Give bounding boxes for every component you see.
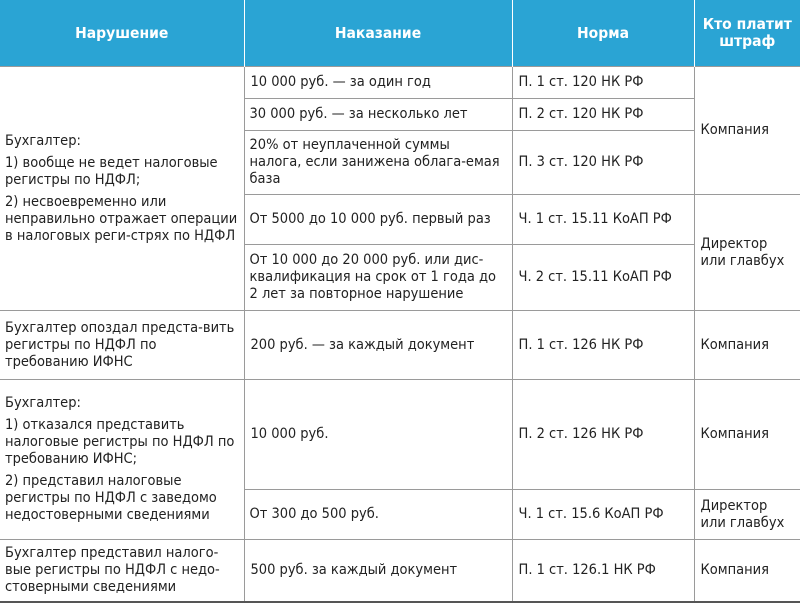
payer-cell: Директор или главбух [694,490,800,540]
header-payer: Кто платит штраф [694,0,800,67]
punishment-cell: 500 руб. за каждый документ [244,540,512,602]
table-row [0,67,800,99]
norm-cell: П. 3 ст. 120 НК РФ [512,131,694,195]
table-row [0,380,800,490]
norm-cell: П. 2 ст. 120 НК РФ [512,99,694,131]
violation-cell: Бухгалтер: 1) отказался представить налоговые регистры по НДФЛ по требованию ИФНС; 2) представил налоговые регистры по НДФЛ с заведомо недостоверными сведениями [0,380,244,540]
payer-cell: Директор или главбух [694,195,800,311]
table-row [0,540,800,602]
norm-cell: Ч. 1 ст. 15.11 КоАП РФ [512,195,694,245]
payer-cell: Компания [694,380,800,490]
header-violation: Нарушение [0,0,244,67]
table-row [0,311,800,380]
norm-cell: П. 1 ст. 126.1 НК РФ [512,540,694,602]
punishment-cell: От 300 до 500 руб. [244,490,512,540]
norm-cell: Ч. 2 ст. 15.11 КоАП РФ [512,245,694,311]
header-row [0,0,800,67]
norm-cell: Ч. 1 ст. 15.6 КоАП РФ [512,490,694,540]
payer-cell: Компания [694,67,800,195]
punishment-cell: От 5000 до 10 000 руб. первый раз [244,195,512,245]
header-norm: Норма [512,0,694,67]
violation-cell: Бухгалтер: 1) вообще не ведет налоговые регистры по НДФЛ; 2) несвоевременно или неправильно отражает операции в налоговых реги-стрях по НДФЛ [0,67,244,311]
punishment-cell: 10 000 руб. — за один год [244,67,512,99]
punishment-cell: 20% от неуплаченной суммы налога, если занижена облага-емая база [244,131,512,195]
violation-cell: Бухгалтер представил налого-вые регистры по НДФЛ с недо-стоверными сведениями [0,540,244,602]
violation-cell: Бухгалтер опоздал предста-вить регистры по НДФЛ по требованию ИФНС [0,311,244,380]
payer-cell: Компания [694,311,800,380]
punishment-cell: 200 руб. — за каждый документ [244,311,512,380]
norm-cell: П. 2 ст. 126 НК РФ [512,380,694,490]
norm-cell: П. 1 ст. 126 НК РФ [512,311,694,380]
punishment-cell: 10 000 руб. [244,380,512,490]
payer-cell: Компания [694,540,800,602]
norm-cell: П. 1 ст. 120 НК РФ [512,67,694,99]
punishment-cell: От 10 000 до 20 000 руб. или дис-квалификация на срок от 1 года до 2 лет за повторное нарушение [244,245,512,311]
header-punishment: Наказание [244,0,512,67]
punishment-cell: 30 000 руб. — за несколько лет [244,99,512,131]
